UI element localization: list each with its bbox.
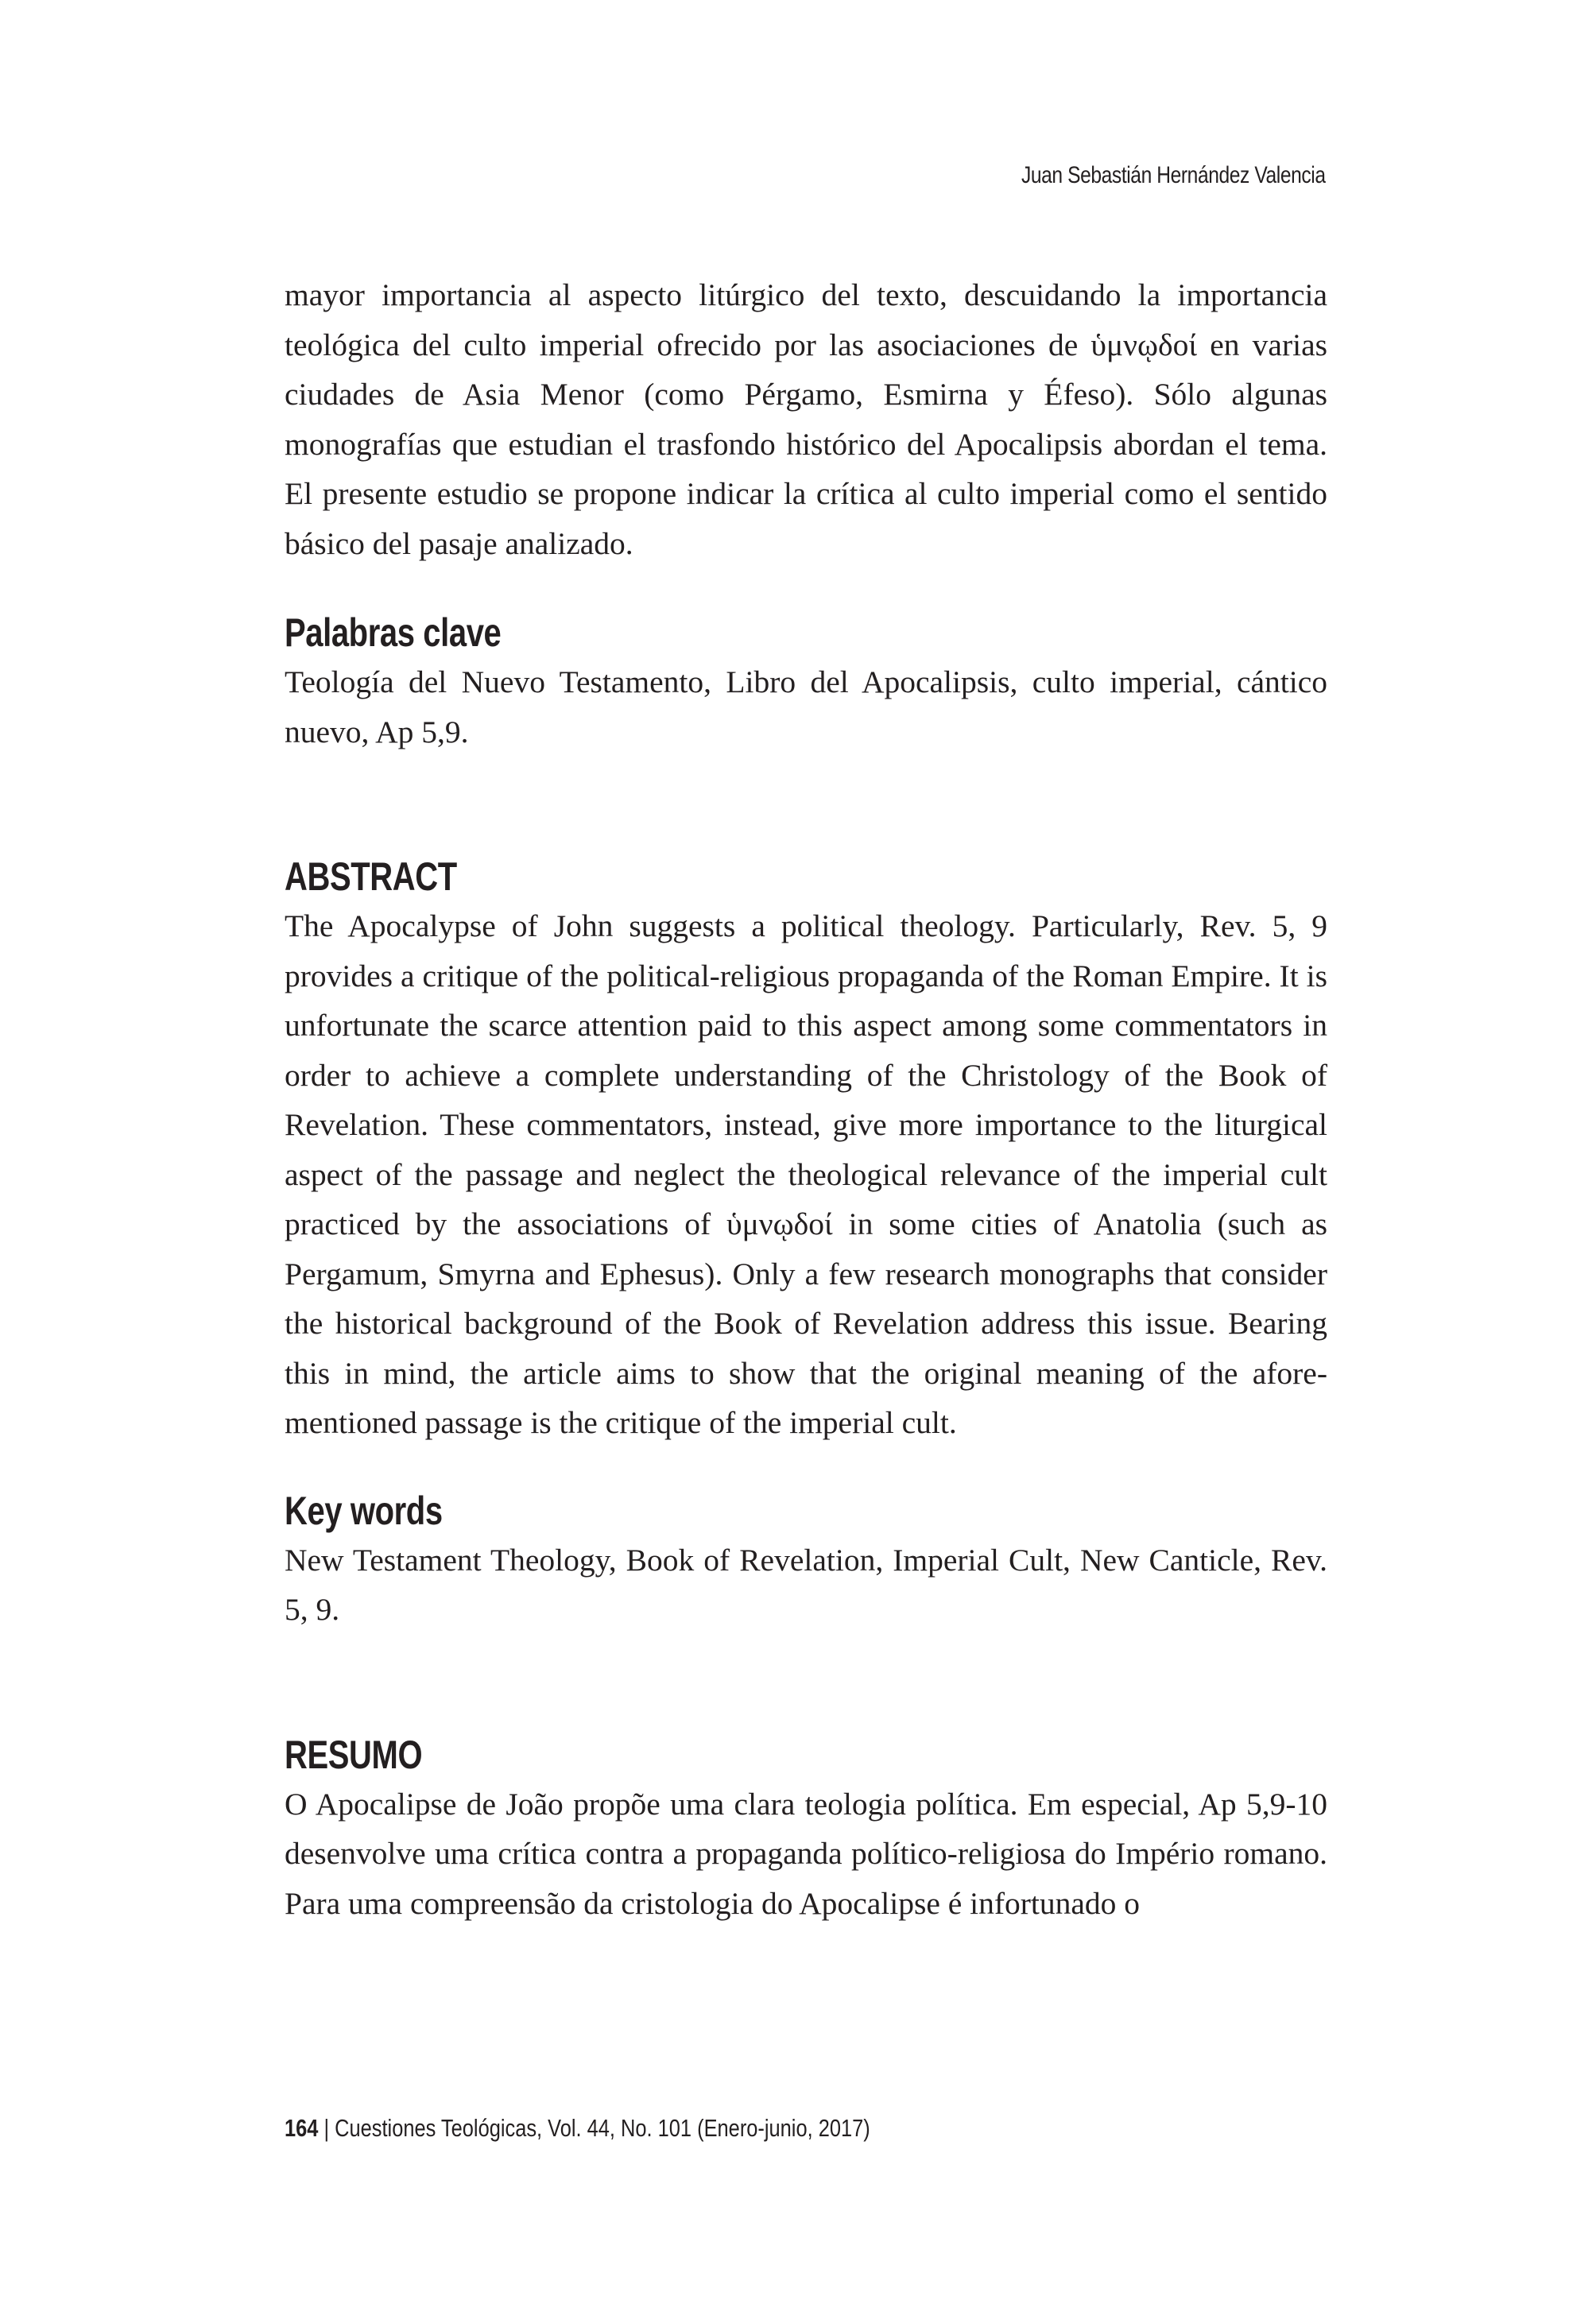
page-footer	[285, 2114, 870, 2143]
palabras-clave-heading: Palabras clave	[285, 610, 502, 655]
palabras-clave-section	[285, 608, 1327, 757]
palabras-clave-text: Teología del Nuevo Testamento, Libro del Apocalipsis, culto imperial, cántico nuevo, Ap 5,9.	[285, 664, 1327, 749]
key-words-section	[285, 1486, 1327, 1635]
abstract-section	[285, 852, 1327, 1448]
resumo-heading: RESUMO	[285, 1732, 423, 1777]
resumo-text: O Apocalipse de João propõe uma clara teologia política. Em especial, Ap 5,9-10 desenvolve uma crítica contra a propaganda político-religiosa do Império romano. Para uma compreensão da cristologia do Apocalipse é infortunado o	[285, 1786, 1327, 1921]
resumo-section	[285, 1730, 1327, 1929]
key-words-text: New Testament Theology, Book of Revelation, Imperial Cult, New Canticle, Rev. 5, 9.	[285, 1542, 1327, 1627]
article-body	[285, 270, 1327, 1928]
resumen-continuation: mayor importancia al aspecto litúrgico del texto, descuidando la importancia teológica del culto imperial ofrecido por las asociaciones de ὑμνῳδοί en varias ciudades de Asia Menor (como Pérgamo, Esmirna y Éfeso). Sólo algunas monografías que estudian el trasfondo histórico del Apocalipsis abordan el tema. El presente estudio se propone indicar la crítica al culto imperial como el sentido básico del pasaje analizado.	[285, 277, 1327, 561]
journal-citation: Cuestiones Teológicas, Vol. 44, No. 101 (Enero-junio, 2017)	[335, 2114, 870, 2142]
running-head-author: Juan Sebastián Hernández Valencia	[1021, 162, 1326, 188]
abstract-heading: ABSTRACT	[285, 854, 457, 899]
footer-separator: |	[318, 2114, 335, 2142]
key-words-heading: Key words	[285, 1488, 443, 1533]
page-number: 164	[285, 2114, 319, 2142]
abstract-text: The Apocalypse of John suggests a political theology. Particularly, Rev. 5, 9 provides a critique of the political-religious propaganda of the Roman Empire. It is unfortunate the scarce attention paid to this aspect among some commentators in order to achieve a complete understanding of the Christology of the Book of Revelation. These commentators, instead, give more importance to the liturgical aspect of the passage and neglect the theological relevance of the imperial cult practiced by the associations of ὑμνῳδοί in some cities of Anatolia (such as Pergamum, Smyrna and Ephesus). Only a few research monographs that consider the historical background of the Book of Revelation address this issue. Bearing this in mind, the article aims to show that the original meaning of the afore-mentioned passage is the critique of the imperial cult.	[285, 908, 1327, 1440]
